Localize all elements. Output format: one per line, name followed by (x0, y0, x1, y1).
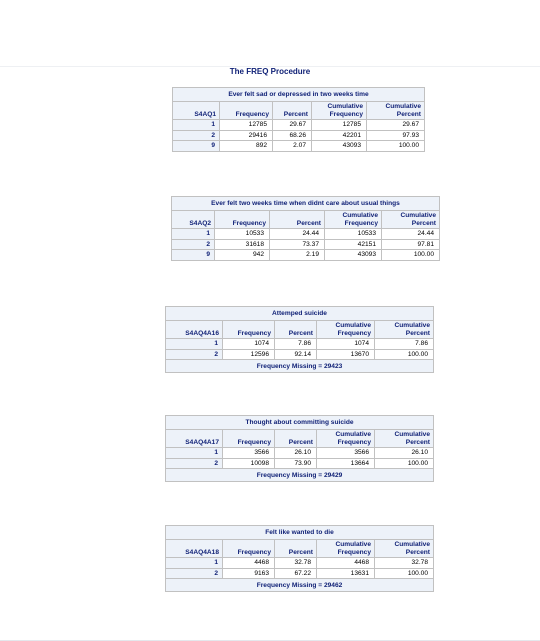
table-caption: Ever felt sad or depressed in two weeks time (173, 88, 425, 102)
variable-header: S4AQ2 (172, 211, 215, 229)
cell-cum-percent: 32.78 (375, 558, 434, 569)
cell-cum-frequency: 43093 (325, 250, 382, 261)
procedure-title: The FREQ Procedure (229, 67, 311, 76)
cell-cum-frequency: 4468 (317, 558, 375, 569)
row-value: 2 (166, 349, 223, 360)
row-value: 1 (166, 558, 223, 569)
row-value: 1 (173, 120, 220, 131)
cell-frequency: 31618 (215, 239, 270, 250)
cell-cum-percent: 100.00 (367, 141, 425, 152)
cell-cum-percent: 24.44 (382, 229, 440, 240)
cell-percent: 67.22 (275, 568, 317, 579)
column-header-frequency: Frequency (215, 211, 270, 229)
table-row (173, 130, 425, 141)
column-header-cum-frequency: Cumulative Frequency (312, 102, 367, 120)
cell-percent: 24.44 (270, 229, 325, 240)
variable-header: S4AQ1 (173, 102, 220, 120)
column-header-cum-frequency: Cumulative Frequency (317, 430, 375, 448)
cell-frequency: 12785 (220, 120, 273, 131)
cell-cum-frequency: 13670 (317, 349, 375, 360)
freq-table (165, 306, 434, 373)
table-row (172, 239, 440, 250)
cell-cum-percent: 100.00 (375, 568, 434, 579)
cell-cum-frequency: 13664 (317, 458, 375, 469)
column-header-frequency: Frequency (223, 321, 275, 339)
cell-cum-percent: 100.00 (382, 250, 440, 261)
column-header-cum-frequency: Cumulative Frequency (325, 211, 382, 229)
freq-table (165, 525, 434, 592)
row-value: 1 (172, 229, 215, 240)
cell-cum-percent: 7.86 (375, 339, 434, 350)
variable-header: S4AQ4A18 (166, 540, 223, 558)
row-value: 2 (166, 568, 223, 579)
top-toolbar-area (0, 0, 540, 67)
cell-cum-frequency: 1074 (317, 339, 375, 350)
column-header-cum-percent: Cumulative Percent (382, 211, 440, 229)
table-caption: Ever felt two weeks time when didnt care about usual things (172, 197, 440, 211)
cell-percent: 26.10 (275, 448, 317, 459)
cell-frequency: 942 (215, 250, 270, 261)
freq-table (172, 87, 425, 152)
cell-cum-percent: 97.93 (367, 130, 425, 141)
freq-table (165, 415, 434, 482)
cell-cum-frequency: 13631 (317, 568, 375, 579)
cell-cum-percent: 100.00 (375, 349, 434, 360)
cell-frequency: 3566 (223, 448, 275, 459)
column-header-cum-percent: Cumulative Percent (367, 102, 425, 120)
cell-cum-percent: 100.00 (375, 458, 434, 469)
cell-cum-frequency: 42151 (325, 239, 382, 250)
column-header-cum-frequency: Cumulative Frequency (317, 321, 375, 339)
table-row (166, 448, 434, 459)
table-row (166, 568, 434, 579)
cell-cum-percent: 26.10 (375, 448, 434, 459)
cell-cum-frequency: 42201 (312, 130, 367, 141)
variable-header: S4AQ4A17 (166, 430, 223, 448)
cell-frequency: 4468 (223, 558, 275, 569)
column-header-cum-frequency: Cumulative Frequency (317, 540, 375, 558)
column-header-cum-percent: Cumulative Percent (375, 321, 434, 339)
table-row (172, 229, 440, 240)
results-page (0, 67, 540, 641)
column-header-cum-percent: Cumulative Percent (375, 540, 434, 558)
cell-percent: 73.90 (275, 458, 317, 469)
cell-percent: 7.86 (275, 339, 317, 350)
frequency-missing: Frequency Missing = 29423 (166, 360, 434, 373)
cell-frequency: 12596 (223, 349, 275, 360)
cell-cum-frequency: 3566 (317, 448, 375, 459)
row-value: 1 (166, 339, 223, 350)
cell-percent: 2.19 (270, 250, 325, 261)
cell-frequency: 892 (220, 141, 273, 152)
table-row (173, 120, 425, 131)
row-value: 1 (166, 448, 223, 459)
frequency-missing: Frequency Missing = 29429 (166, 469, 434, 482)
cell-percent: 73.37 (270, 239, 325, 250)
cell-cum-frequency: 43093 (312, 141, 367, 152)
table-row (172, 250, 440, 261)
cell-percent: 29.67 (273, 120, 312, 131)
column-header-percent: Percent (275, 430, 317, 448)
column-header-percent: Percent (273, 102, 312, 120)
column-header-cum-percent: Cumulative Percent (375, 430, 434, 448)
table-caption: Attemped suicide (166, 307, 434, 321)
table-row (166, 349, 434, 360)
cell-frequency: 1074 (223, 339, 275, 350)
table-row (173, 141, 425, 152)
cell-percent: 68.26 (273, 130, 312, 141)
row-value: 2 (172, 239, 215, 250)
table-row (166, 458, 434, 469)
cell-cum-percent: 97.81 (382, 239, 440, 250)
cell-cum-frequency: 12785 (312, 120, 367, 131)
table-caption: Thought about committing suicide (166, 416, 434, 430)
cell-percent: 92.14 (275, 349, 317, 360)
column-header-frequency: Frequency (220, 102, 273, 120)
column-header-percent: Percent (275, 540, 317, 558)
cell-percent: 2.07 (273, 141, 312, 152)
row-value: 9 (173, 141, 220, 152)
table-row (166, 339, 434, 350)
column-header-frequency: Frequency (223, 540, 275, 558)
freq-table (171, 196, 440, 261)
column-header-percent: Percent (275, 321, 317, 339)
frequency-missing: Frequency Missing = 29462 (166, 579, 434, 592)
column-header-frequency: Frequency (223, 430, 275, 448)
table-caption: Felt like wanted to die (166, 526, 434, 540)
cell-frequency: 10098 (223, 458, 275, 469)
variable-header: S4AQ4A16 (166, 321, 223, 339)
row-value: 2 (166, 458, 223, 469)
column-header-percent: Percent (270, 211, 325, 229)
row-value: 2 (173, 130, 220, 141)
table-row (166, 558, 434, 569)
cell-percent: 32.78 (275, 558, 317, 569)
row-value: 9 (172, 250, 215, 261)
cell-frequency: 29416 (220, 130, 273, 141)
cell-frequency: 9163 (223, 568, 275, 579)
cell-cum-frequency: 10533 (325, 229, 382, 240)
cell-cum-percent: 29.67 (367, 120, 425, 131)
cell-frequency: 10533 (215, 229, 270, 240)
